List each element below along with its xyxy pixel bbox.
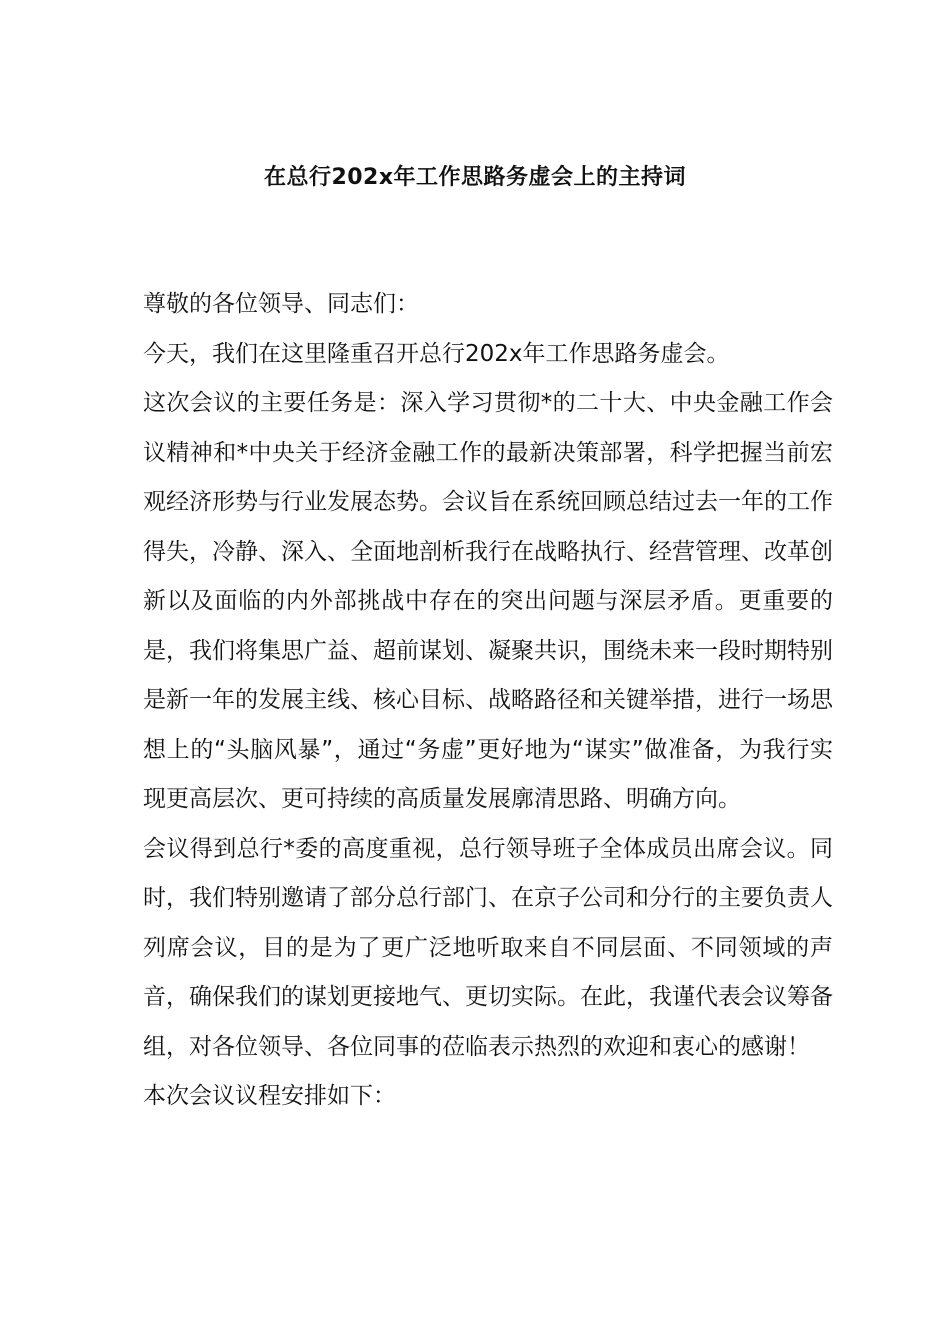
paragraph-opening: 今天，我们在这里隆重召开总行202x年工作思路务虚会。 [143, 340, 730, 367]
paragraph-main-task: 这次会议的主要任务是：深入学习贯彻*的二十大、中央金融工作会议精神和*中央关于经济金融工作的最新决策部署，科学把握当前宏观经济形势与行业发展态势。会议旨在系统回顾总结过去一年的工作得失，冷静、深入、全面地剖析我行在战略执行、经营管理、改革创新以及面临的内外部挑战中存在的突出问题与深层矛盾。更重要的是，我们将集思广益、超前谋划、凝聚共识，围绕未来一段时期特别是新一年的发展主线、核心目标、战略路径和关键举措，进行一场思想上的“头脑风暴”，通过“务虚”更好地为“谋实”做准备，为我行实现更高层次、更可持续的高质量发展廓清思路、明确方向。 [143, 390, 833, 812]
paragraph-attendance: 会议得到总行*委的高度重视，总行领导班子全体成员出席会议。同时，我们特别邀请了部分总行部门、在京子公司和分行的主要负责人列席会议，目的是为了更广泛地听取来自不同层面、不同领域的声音，确保我们的谋划更接地气、更切实际。在此，我谨代表会议筹备组，对各位领导、各位同事的莅临表示热烈的欢迎和衷心的感谢！ [143, 835, 833, 1060]
salutation: 尊敬的各位领导、同志们： [143, 291, 419, 317]
document-body [143, 280, 833, 1122]
paragraph-agenda-intro: 本次会议议程安排如下： [143, 1083, 396, 1109]
document-title: 在总行202x年工作思路务虚会上的主持词 [263, 165, 687, 190]
